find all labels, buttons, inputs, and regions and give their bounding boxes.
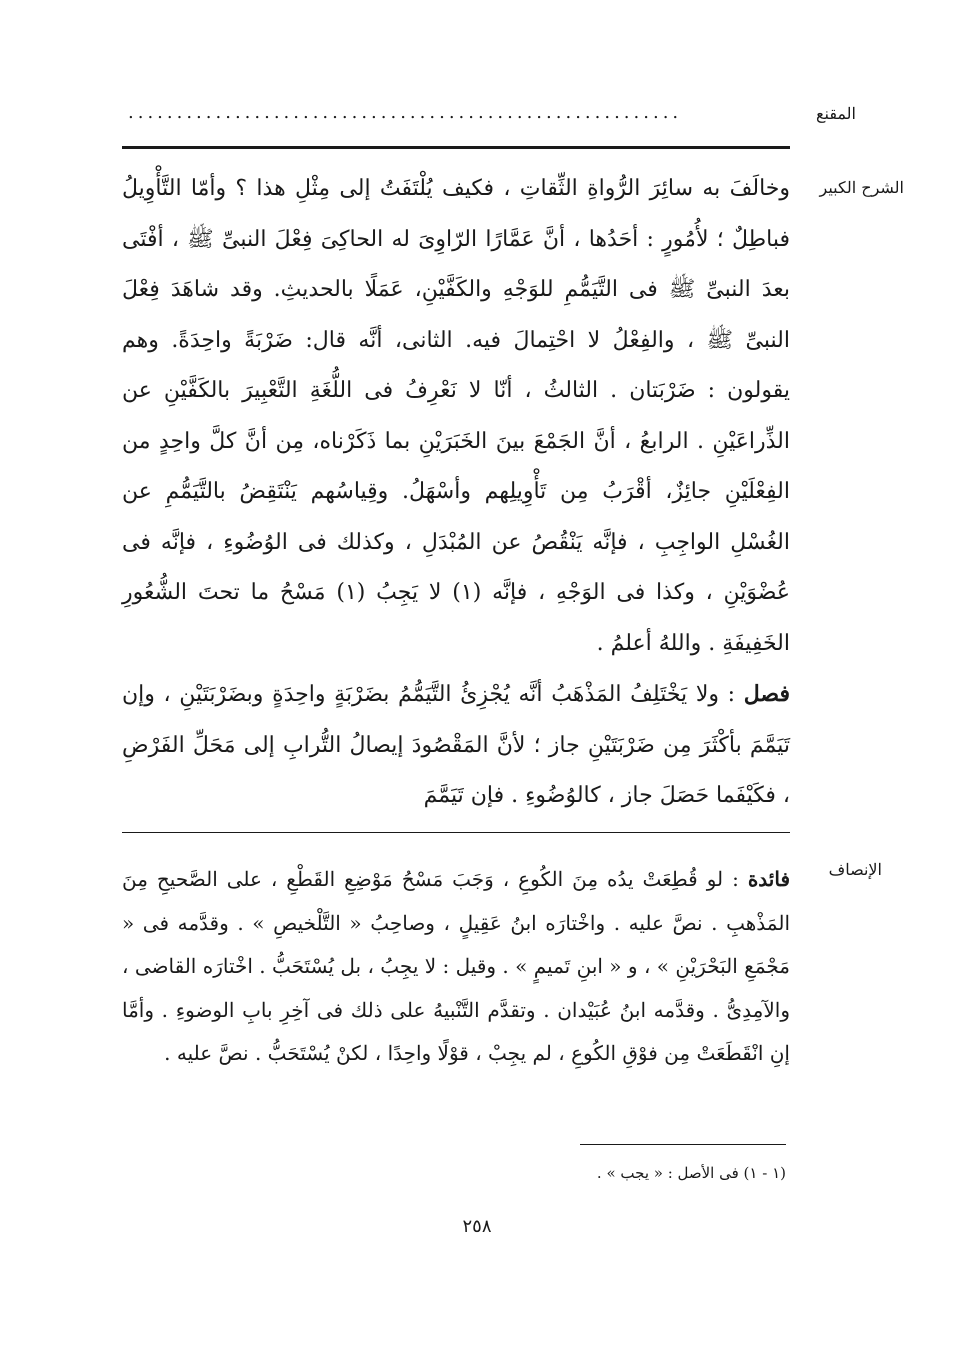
margin-label-sharh: الشرح الكبير (819, 178, 904, 197)
insaf-body: : لو قُطِعَتْ يدُه مِنَ الكُوعِ ، وَجَبَ مَسْحُ مَوْضِعِ القَطْعِ ، على الصَّحيحِ مِنَ المَذْهبِ . نصَّ عليه . واخْتارَه ابنُ عَقِيلٍ ، وصاحِبُ « التَّلْخيصِ » . وقدَّمه فى « مَجْمَعِ البَحْرَيْنِ » ، و « ابنِ تَميمٍ » . وقيل : لا يجِبُ ، بل يُسْتَحَبُّ . اخْتارَه القاضى ، والآمِدِىُّ . وقدَّمه ابنُ عُبَيْدان . وتقدَّم التَّنْبيهُ على ذلك فى آخِرِ بابِ الوضوءِ . وأمَّا إنِ انْقَطَعَتْ مِن فوْقِ الكُوعِ ، لم يجِبْ ، قوْلًا واحِدًا ، لكنْ يُسْتَحَبُّ . نصَّ عليه . (122, 867, 790, 1065)
footnote-rule (580, 1144, 786, 1145)
main-paragraph-1: وخالَفَ به سائِرَ الرُّواةِ الثِّقاتِ ، فكيف يُلْتَفَتُ إلى مِثْلِ هذا ؟ وأمّا التَّأْوِيلُ فباطِلٌ ؛ لأُمُورٍ : أحَدُها ، أنَّ عَمَّارًا الرّاوِىَ له الحاكِىَ فِعْلَ النبىِّ ﷺ ، أفْتَى بعدَ النبىِّ ﷺ فى التَّيَمُّمِ للوَجْهِ والكَفَّيْنِ، عَمَلًا بالحديثِ. وقد شاهَدَ فِعْلَ النبىِّ ﷺ ، والفِعْلُ لا احْتِمالَ فيه. الثانى، أنَّه قال: ضَرْبَةً واحِدَةً. وهم يقولون : ضَرْبَتان . الثالثُ ، أنّا لا نَعْرِفُ فى اللُّغَةِ التَّعْبِيرَ بالكَفَّيْنِ عن الذِّراعَيْنِ . الرابعُ ، أنَّ الجَمْعَ بينَ الخَبَرَيْنِ بما ذَكَرْناه، مِن أنَّ كلَّ واحِدٍ من الفِعْلَيْنِ جائِزٌ، أقْرَبُ مِن تَأْوِيلِهم وأسْهَلُ. وقِياسُهم يَنْتَقِضُ بالتَّيَمُّمِ عن الغُسْلِ الواجِبِ ، فإنَّه يَنْقُصُ عن المُبْدَلِ ، وكذلك فى الوُضُوءِ ، فإنَّه فى عُضْوَيْنِ ، وكذا فى الوَجْهِ ، فإنَّه (١) لا يَجِبُ (١) مَسْحُ ما تحتَ الشُّعُورِ الخَفِيفَةِ . واللهُ أعلمُ . (122, 176, 790, 656)
section-divider (122, 832, 790, 833)
section-heading: فصل (743, 681, 790, 707)
section-text: : ولا يَخْتَلِفُ المَذْهَبُ أنَّه يُجْزِئُ التَّيَمُّمُ بضَرْبَةٍ واحِدَةٍ وبضَرْبَتَيْنِ ، وإن تَيَمَّمَ بأكْثَرَ مِن ضَرْبَتَيْنِ جاز ؛ لأنَّ المَقْصُودَ إيصالُ التُّرابِ إلى مَحَلِّ الفَرْضِ ، فكَيْفَما حَصَلَ جاز ، كالوُضُوءِ . فإن تَيَمَّمَ (122, 682, 790, 808)
insaf-paragraph (122, 858, 790, 1076)
running-header-title: المقنع (815, 104, 856, 123)
footnote: (١ - ١) فى الأصل : « يجب » . (596, 1164, 786, 1182)
page-number: ٢٥٨ (462, 1216, 492, 1237)
margin-label-insaf: الإنصاف (828, 860, 882, 879)
header-rule (122, 146, 790, 149)
main-text (122, 164, 790, 822)
insaf-keyword: فائدة (747, 867, 791, 891)
insaf-text (122, 858, 790, 1076)
header-dotted-line: ......................................................... (128, 102, 683, 123)
main-paragraph-2 (122, 669, 790, 822)
